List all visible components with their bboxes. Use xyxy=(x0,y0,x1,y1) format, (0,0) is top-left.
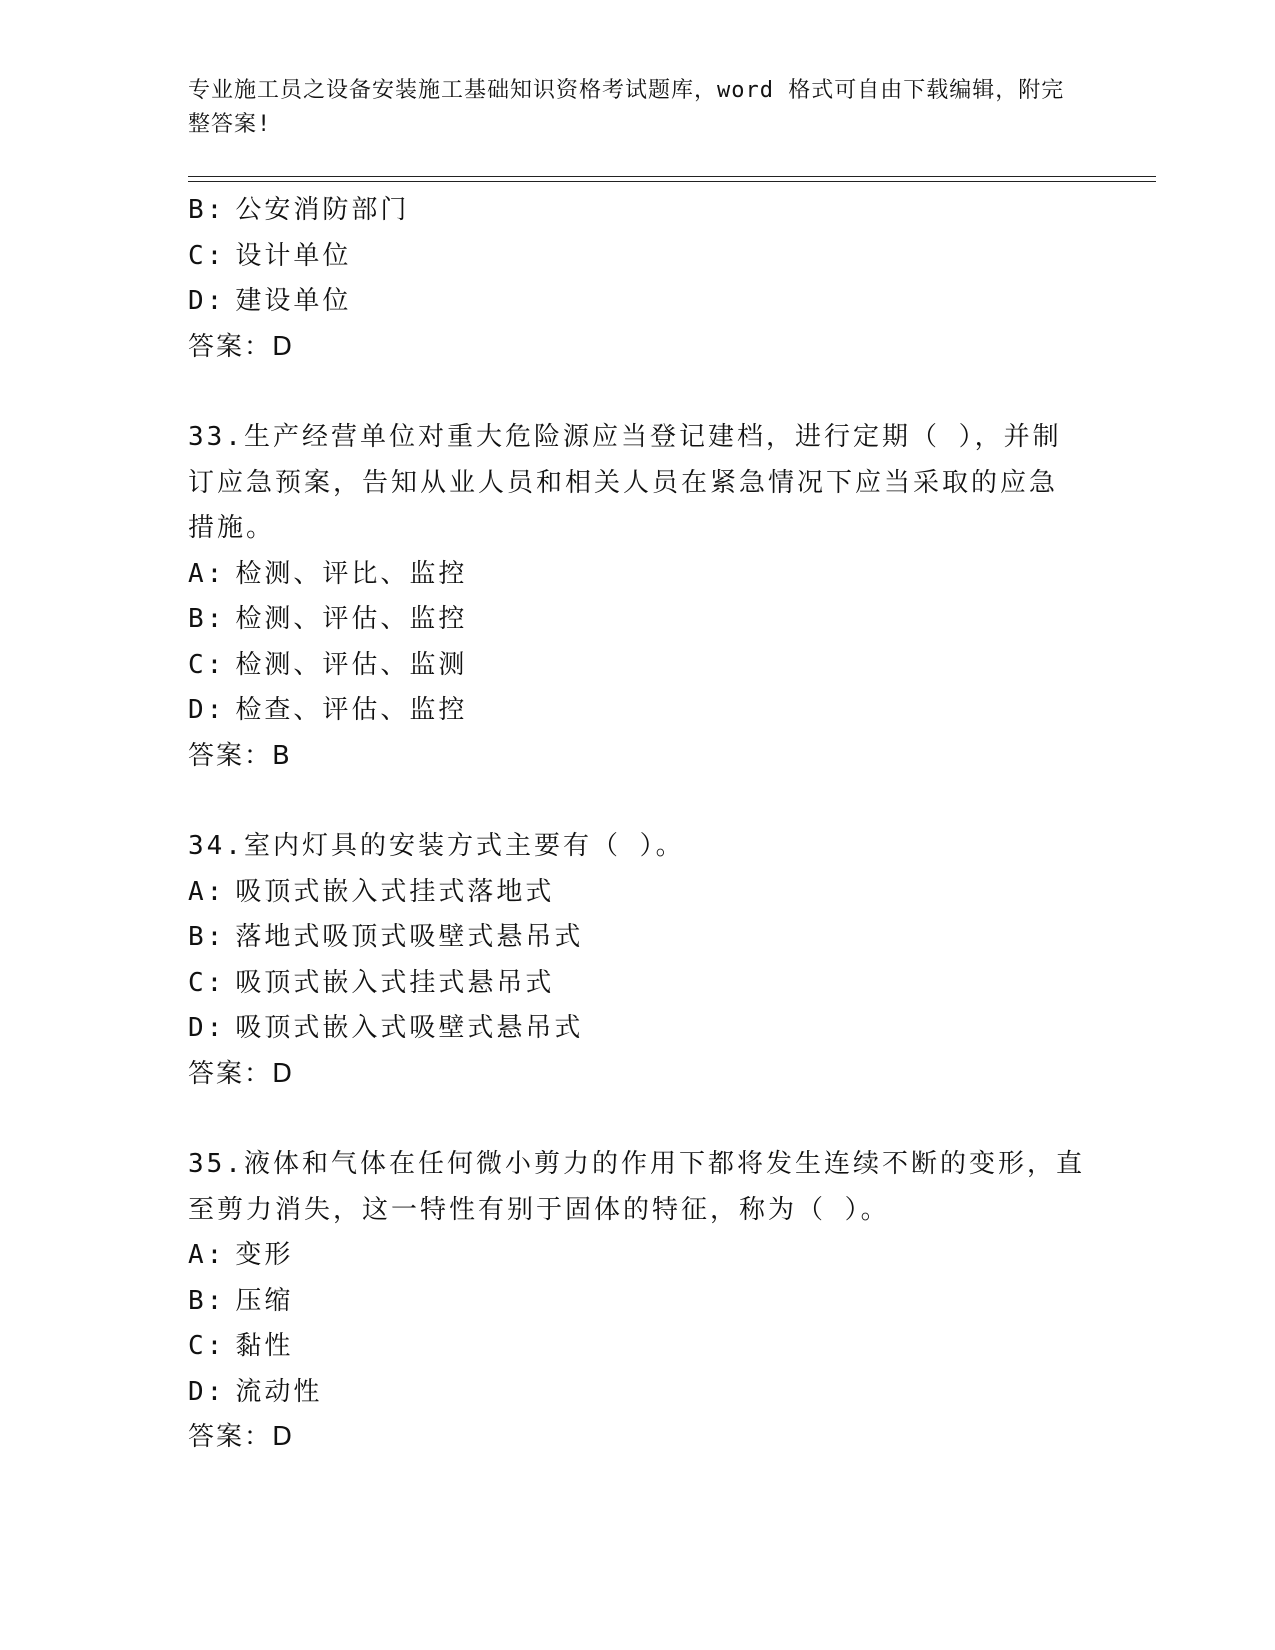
option-b xyxy=(188,188,1088,234)
option-d xyxy=(188,1006,1088,1052)
question-stem-line: 订应急预案，告知从业人员和相关人员在紧急情况下应当采取的应急 xyxy=(188,467,1059,498)
option-b xyxy=(188,597,1088,643)
option-text: 检测、评估、监控 xyxy=(235,604,468,634)
option-a xyxy=(188,870,1088,916)
question-stem-line: 33.生产经营单位对重大危险源应当登记建档，进行定期（ ），并制 xyxy=(188,422,1062,452)
question-block-34 xyxy=(188,824,1088,1097)
document-body xyxy=(188,188,1088,1461)
option-text: 公安消防部门 xyxy=(235,195,410,225)
option-key: C: xyxy=(188,240,226,271)
option-text: 黏性 xyxy=(235,1331,294,1361)
question-gap xyxy=(188,1097,1088,1142)
option-text: 吸顶式嵌入式挂式悬吊式 xyxy=(235,967,555,998)
option-key: C: xyxy=(188,649,226,680)
option-text: 落地式吸顶式吸壁式悬吊式 xyxy=(235,922,584,952)
question-stem-line: 34.室内灯具的安装方式主要有（ ）。 xyxy=(188,831,685,861)
answer-line: 答案：D xyxy=(188,331,295,362)
option-c xyxy=(188,1324,1088,1370)
option-text: 建设单位 xyxy=(235,286,352,316)
question-gap xyxy=(188,779,1088,824)
option-d xyxy=(188,688,1088,734)
option-text: 检测、评估、监测 xyxy=(235,649,468,680)
header-rule-top xyxy=(188,176,1156,177)
question-stem-line: 至剪力消失，这一特性有别于固体的特征，称为（ ）。 xyxy=(188,1194,890,1225)
option-text: 变形 xyxy=(235,1240,294,1270)
option-key: B: xyxy=(188,922,226,952)
option-text: 压缩 xyxy=(235,1285,294,1316)
option-d xyxy=(188,279,1088,325)
question-stem-line: 措施。 xyxy=(188,513,276,543)
option-key: B: xyxy=(188,604,226,634)
option-key: A: xyxy=(188,558,226,589)
answer-line: 答案：B xyxy=(188,740,292,771)
option-key: D: xyxy=(188,695,226,725)
question-block-prev xyxy=(188,188,1088,370)
option-key: D: xyxy=(188,1376,226,1407)
option-c xyxy=(188,234,1088,280)
question-gap xyxy=(188,370,1088,415)
option-key: D: xyxy=(188,1013,226,1043)
option-c xyxy=(188,643,1088,689)
option-b xyxy=(188,1279,1088,1325)
option-key: A: xyxy=(188,1240,226,1270)
option-text: 吸顶式嵌入式吸壁式悬吊式 xyxy=(235,1013,584,1043)
option-d xyxy=(188,1370,1088,1416)
header-rule-bottom xyxy=(188,181,1156,182)
question-block-35 xyxy=(188,1142,1088,1461)
option-a xyxy=(188,552,1088,598)
option-text: 设计单位 xyxy=(235,240,352,271)
option-b xyxy=(188,915,1088,961)
option-key: D: xyxy=(188,286,226,316)
answer-line: 答案：D xyxy=(188,1058,295,1089)
option-text: 检测、评比、监控 xyxy=(235,558,468,589)
option-key: A: xyxy=(188,876,226,907)
option-key: C: xyxy=(188,967,226,998)
answer-line: 答案：D xyxy=(188,1422,295,1452)
option-key: B: xyxy=(188,1285,226,1316)
option-a xyxy=(188,1233,1088,1279)
option-key: C: xyxy=(188,1331,226,1361)
question-block-33 xyxy=(188,415,1088,779)
option-text: 检查、评估、监控 xyxy=(235,695,468,725)
option-key: B: xyxy=(188,195,226,225)
question-stem-line: 35.液体和气体在任何微小剪力的作用下都将发生连续不断的变形，直 xyxy=(188,1149,1085,1179)
option-text: 流动性 xyxy=(235,1376,323,1407)
document-header: 专业施工员之设备安装施工基础知识资格考试题库，word 格式可自由下载编辑，附完整答案! xyxy=(188,78,1065,137)
option-text: 吸顶式嵌入式挂式落地式 xyxy=(235,876,555,907)
option-c xyxy=(188,961,1088,1007)
